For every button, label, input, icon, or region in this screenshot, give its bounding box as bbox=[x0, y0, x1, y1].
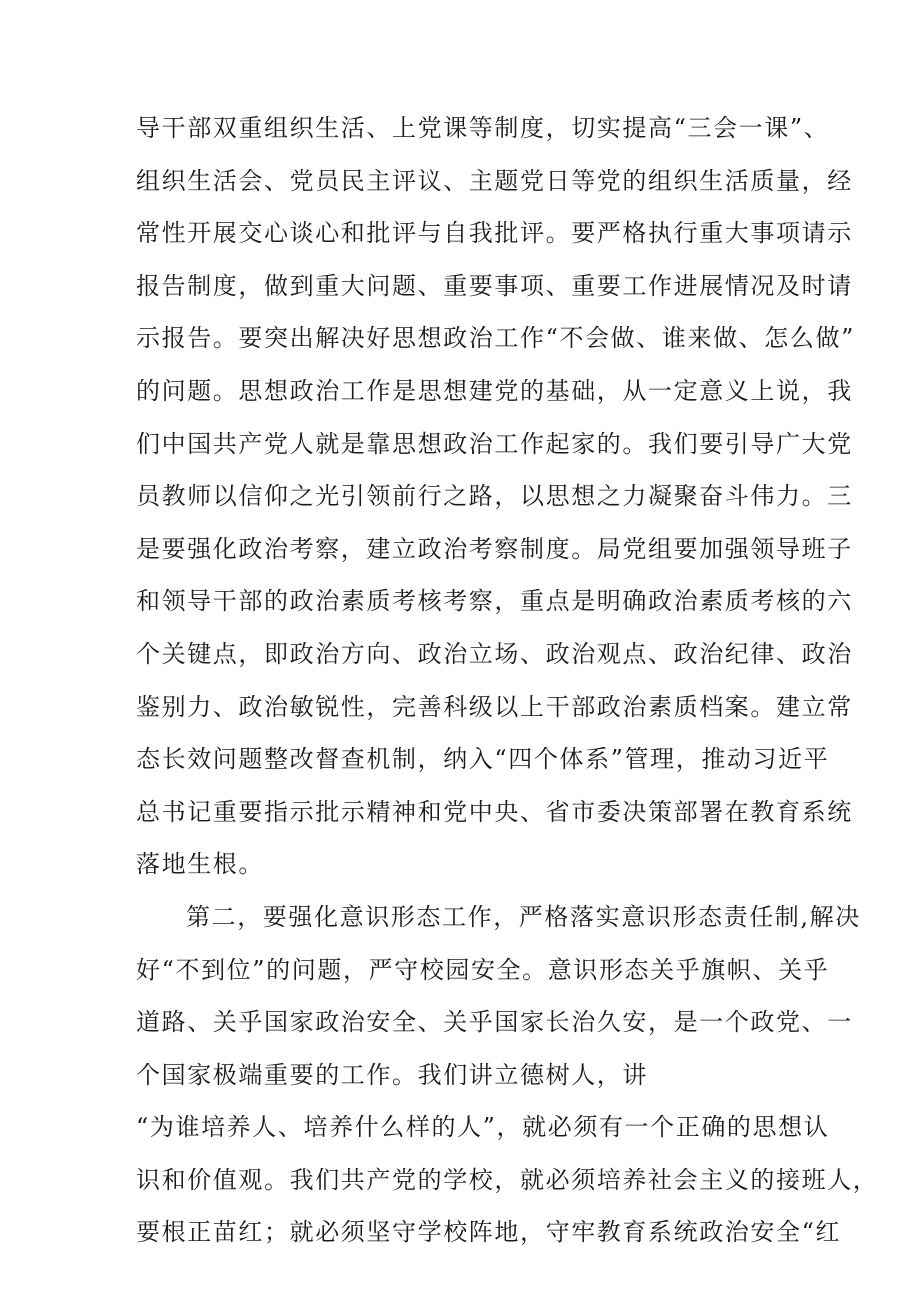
text-line: 要根正苗红；就必须坚守学校阵地，守牢教育系统政治安全“红 bbox=[136, 1218, 842, 1247]
text-line: 员教师以信仰之光引领前行之路，以思想之力凝聚奋斗伟力。三 bbox=[136, 482, 853, 511]
text-line: 识和价值观。我们共产党的学校，就必须培养社会主义的接班人， bbox=[136, 1165, 879, 1194]
text-line: 个关键点，即政治方向、政治立场、政治观点、政治纪律、政治 bbox=[136, 639, 853, 668]
text-line: 道路、关乎国家政治安全、关乎国家长治久安，是一个政党、一 bbox=[136, 1008, 853, 1037]
text-line: 的问题。思想政治工作是思想建党的基础，从一定意义上说，我 bbox=[136, 376, 853, 405]
body-text bbox=[136, 102, 879, 1259]
text-line: 示报告。要突出解决好思想政治工作“不会做、谁来做、怎么做” bbox=[136, 324, 855, 353]
text-line: 落地生根。 bbox=[136, 850, 264, 879]
text-line: “为谁培养人、培养什么样的人”，就必须有一个正确的思想认 bbox=[136, 1113, 830, 1142]
paragraph-start-line: 第二，要强化意识形态工作，严格落实意识形态责任制,解决 bbox=[186, 902, 861, 931]
text-line: 态长效问题整改督查机制，纳入“四个体系”管理，推动习近平 bbox=[136, 745, 830, 774]
text-line: 个国家极端重要的工作。我们讲立德树人，讲 bbox=[136, 1060, 648, 1089]
text-line: 组织生活会、党员民主评议、主题党日等党的组织生活质量，经 bbox=[136, 166, 853, 195]
text-line: 和领导干部的政治素质考核考察，重点是明确政治素质考核的六 bbox=[136, 587, 853, 616]
text-line: 们中国共产党人就是靠思想政治工作起家的。我们要引导广大党 bbox=[136, 429, 853, 458]
text-line: 常性开展交心谈心和批评与自我批评。要严格执行重大事项请示 bbox=[136, 219, 853, 248]
text-line: 报告制度，做到重大问题、重要事项、重要工作进展情况及时请 bbox=[136, 271, 853, 300]
text-line: 总书记重要指示批示精神和党中央、省市委决策部署在教育系统 bbox=[136, 797, 853, 826]
text-line: 是要强化政治考察，建立政治考察制度。局党组要加强领导班子 bbox=[136, 534, 853, 563]
text-line: 好“不到位”的问题，严守校园安全。意识形态关乎旗帜、关乎 bbox=[136, 955, 830, 984]
text-line: 鉴别力、政治敏锐性，完善科级以上干部政治素质档案。建立常 bbox=[136, 692, 853, 721]
text-line: 导干部双重组织生活、上党课等制度，切实提高“三会一课”、 bbox=[136, 114, 830, 142]
